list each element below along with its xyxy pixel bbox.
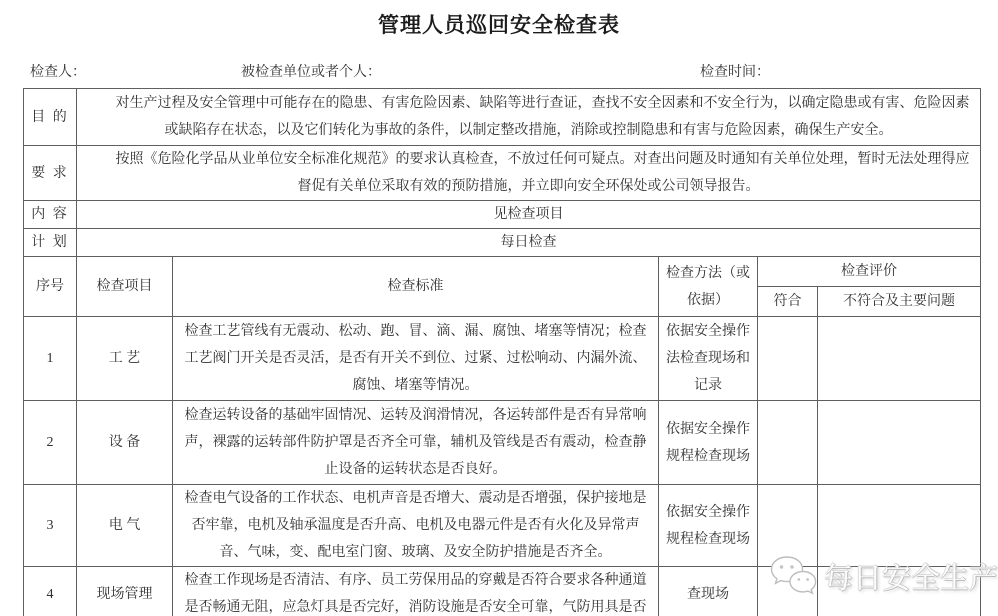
cell-seq: 1 xyxy=(24,317,77,401)
requirement-row xyxy=(24,146,981,201)
cell-seq: 3 xyxy=(24,485,77,567)
purpose-row xyxy=(24,89,981,146)
cell-conform xyxy=(758,401,818,485)
header-item: 检查项目 xyxy=(77,257,173,317)
cell-nonconform xyxy=(818,567,981,616)
cell-conform xyxy=(758,317,818,401)
header-nonconform: 不符合及主要问题 xyxy=(818,287,981,317)
inspector-label: 检查人： xyxy=(30,65,86,80)
table-row xyxy=(24,485,981,567)
inspection-table xyxy=(23,88,981,616)
cell-method: 依据安全操作规程检查现场 xyxy=(659,401,758,485)
cell-nonconform xyxy=(818,401,981,485)
inspected-unit-label: 被检查单位或者个人： xyxy=(241,65,381,80)
cell-standard: 检查电气设备的工作状态、电机声音是否增大、震动是否增强，保护接地是否牢靠，电机及轴承温度是否升高、电机及电器元件是否有火化及异常声音、气味，变、配电室门窗、玻璃、及安全防护措施是否齐全。 xyxy=(173,485,659,567)
cell-method: 依据安全操作规程检查现场 xyxy=(659,485,758,567)
requirement-label: 要 求 xyxy=(24,146,77,201)
cell-nonconform xyxy=(818,317,981,401)
cell-conform xyxy=(758,485,818,567)
cell-nonconform xyxy=(818,485,981,567)
plan-text: 每日检查 xyxy=(77,229,981,257)
cell-seq: 2 xyxy=(24,401,77,485)
content-label: 内 容 xyxy=(24,201,77,229)
plan-row xyxy=(24,229,981,257)
purpose-label: 目 的 xyxy=(24,89,77,146)
header-method: 检查方法（或依据） xyxy=(659,257,758,317)
inspection-time-label: 检查时间： xyxy=(700,65,770,80)
info-row xyxy=(0,61,998,81)
requirement-text: 按照《危险化学品从业单位安全标准化规范》的要求认真检查，不放过任何可疑点。对查出问题及时通知有关单位处理，暂时无法处理得应督促有关单位采取有效的预防措施，并立即向安全环保处或公司领导报告。 xyxy=(77,146,981,201)
cell-seq: 4 xyxy=(24,567,77,616)
table-row xyxy=(24,567,981,616)
header-standard: 检查标准 xyxy=(173,257,659,317)
content-text: 见检查项目 xyxy=(77,201,981,229)
cell-method: 依据安全操作法检查现场和记录 xyxy=(659,317,758,401)
plan-label: 计 划 xyxy=(24,229,77,257)
cell-standard: 检查工艺管线有无震动、松动、跑、冒、滴、漏、腐蚀、堵塞等情况；检查工艺阀门开关是否灵活，是否有开关不到位、过紧、过松响动、内漏外流、腐蚀、堵塞等情况。 xyxy=(173,317,659,401)
cell-method: 查现场 xyxy=(659,567,758,616)
cell-item: 电 气 xyxy=(77,485,173,567)
purpose-text: 对生产过程及安全管理中可能存在的隐患、有害危险因素、缺陷等进行查证，查找不安全因素和不安全行为，以确定隐患或有害、危险因素或缺陷存在状态，以及它们转化为事故的条件，以制定整改措施，消除或控制隐患和有害与危险因素，确保生产安全。 xyxy=(77,89,981,146)
header-conform: 符合 xyxy=(758,287,818,317)
cell-item: 工 艺 xyxy=(77,317,173,401)
page-title: 管理人员巡回安全检查表 xyxy=(378,13,620,37)
cell-standard: 检查工作现场是否清洁、有序、员工劳保用品的穿戴是否符合要求各种通道是否畅通无阻，应急灯具是否完好，消防设施是否安全可靠，气防用具是否 xyxy=(173,567,659,616)
cell-item: 现场管理 xyxy=(77,567,173,616)
content-row xyxy=(24,201,981,229)
watermark-text: 每日安全生产 xyxy=(824,562,998,595)
header-row-1 xyxy=(24,257,981,287)
table-row xyxy=(24,401,981,485)
table-row xyxy=(24,317,981,401)
cell-conform xyxy=(758,567,818,616)
cell-standard: 检查运转设备的基础牢固情况、运转及润滑情况，各运转部件是否有异常响声，裸露的运转部件防护罩是否齐全可靠，辅机及管线是否有震动，检查静止设备的运转状态是否良好。 xyxy=(173,401,659,485)
header-seq: 序号 xyxy=(24,257,77,317)
cell-item: 设 备 xyxy=(77,401,173,485)
header-evaluation: 检查评价 xyxy=(758,257,981,287)
